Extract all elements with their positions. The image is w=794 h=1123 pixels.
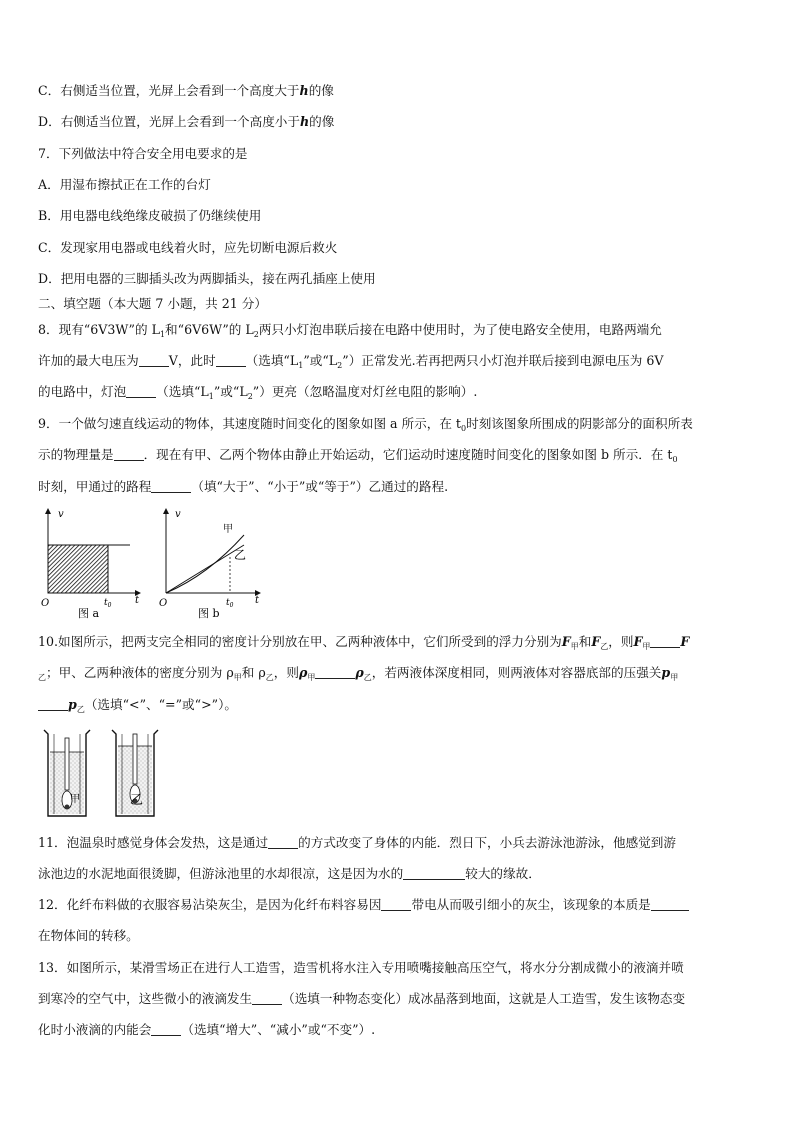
fig-b-t-label: t: [255, 595, 260, 606]
velocity-graphs-svg: [38, 505, 268, 623]
fig-a-caption: 图 a: [78, 607, 100, 620]
fig-b-line-yi: [166, 545, 247, 593]
answer-blank[interactable]: [114, 448, 144, 461]
q12-line-1: 12．化纤布料做的衣服容易沾染灰尘，是因为化纤布料容易因 带电从而吸引细小的灰尘，该现象的本质是: [38, 897, 689, 913]
q11-line-1: 11．泡温泉时感觉身体会发热，这是通过 的方式改变了身体的内能．烈日下，小兵去游泳池游泳，他感觉到游: [38, 835, 676, 850]
cylinder-yi: [112, 730, 158, 816]
fig-b-jia-label: 甲: [223, 524, 233, 535]
q13-line-3: 化时小液滴的内能会 （选填“增大”、“减小”或“不变”）.: [38, 1022, 376, 1037]
figure-hydrometers: [38, 722, 170, 825]
q10-line-1: 10.如图所示，把两支完全相同的密度计分别放在甲、乙两种液体中，它们所受到的浮力分别为$F_甲$和$F_乙$，则$F_甲$ F: [38, 634, 690, 651]
q9-line-2: 示的物理量是 ．现在有甲、乙两个物体由静止开始运动，它们运动时速度随时间变化的图象如图 b 所示．在 $t_0$: [38, 447, 678, 464]
answer-blank[interactable]: [315, 666, 355, 679]
q8-line-1: 8．现有“6V3W”的 $L_1$和“6V6W”的 $L_2$两只小灯泡串联后接在电路中使用时，为了使电路安全使用，电路两端允: [38, 322, 662, 339]
fig-b-v-label: v: [175, 509, 181, 520]
fig-a-origin: O: [41, 598, 50, 609]
figure-a: [41, 509, 140, 620]
cylinder-jia-label: 甲: [70, 794, 80, 805]
answer-blank[interactable]: [651, 898, 689, 911]
q13-line-2: 到寒冷的空气中，这些微小的液滴发生 （选填一种物态变化）成冰晶落到地面，这就是人工造雪，发生该物态变: [38, 991, 686, 1006]
q11-line-2: 泳池边的水泥地面很烫脚，但游泳池里的水却很凉，这是因为水的 较大的缘故．: [38, 866, 541, 881]
fig-b-t0-label: $t_0$: [226, 598, 234, 609]
fig-a-t0-label: $t_0$: [104, 598, 112, 609]
hydrometers-svg: [38, 722, 170, 822]
answer-blank[interactable]: [139, 354, 169, 367]
answer-blank[interactable]: [268, 836, 298, 849]
q7-option-a: A．用湿布擦拭正在工作的台灯: [38, 177, 211, 192]
q10-line-3: $p_乙$（选填“<”、“=”或“>”）。: [38, 697, 237, 713]
answer-blank[interactable]: [650, 635, 680, 648]
q7-stem: 7．下列做法中符合安全用电要求的是: [38, 146, 248, 161]
q12-line-2: 在物体间的转移。: [38, 928, 139, 943]
figure-velocity-graphs: [38, 505, 268, 626]
q6-option-d: D．右侧适当位置，光屏上会看到一个高度小于h的像: [38, 114, 335, 129]
answer-blank[interactable]: [151, 480, 191, 493]
cylinder-yi-label: 乙: [130, 793, 144, 808]
q8-line-2: 许加的最大电压为 V，此时 （选填“$L_1$”或“$L_2$”）正常发光.若再把两只小灯泡并联后接到电源电压为 6V: [38, 353, 664, 370]
fig-b-yi-label: 乙: [234, 548, 247, 562]
answer-blank[interactable]: [38, 698, 68, 711]
answer-blank[interactable]: [252, 992, 282, 1005]
fig-b-curve-jia: [166, 535, 247, 593]
q7-option-b: B．用电器电线绝缘皮破损了仍继续使用: [38, 208, 262, 223]
answer-blank[interactable]: [403, 867, 465, 880]
q9-line-3: 时刻，甲通过的路程 （填“大于”、“小于”或“等于”）乙通过的路程.: [38, 479, 449, 494]
q7-option-c: C．发现家用电器或电线着火时，应先切断电源后救火: [38, 240, 338, 255]
fig-a-shaded-area: [48, 545, 108, 593]
fig-b-origin: O: [159, 598, 168, 609]
q10-line-2: $_乙$；甲、乙两种液体的密度分别为 $\rho_甲$和 $\rho_乙$，则$\rho_甲$ $\rho_乙$，若两液体深度相同，则两液体对容器底部的压强关$p_甲$: [38, 665, 679, 682]
answer-blank[interactable]: [216, 354, 246, 367]
figure-b: [159, 509, 260, 620]
q8-line-3: 的电路中，灯泡 （选填“$L_1$”或“$L_2$”）更亮（忽略温度对灯丝电阻的影响）.: [38, 384, 478, 401]
answer-blank[interactable]: [126, 385, 156, 398]
answer-blank[interactable]: [151, 1023, 181, 1036]
fig-b-caption: 图 b: [198, 607, 220, 620]
q9-line-1: 9．一个做匀速直线运动的物体，其速度随时间变化的图象如图 a 所示，在 $t_0$时刻该图象所围成的阴影部分的面积所表: [38, 416, 693, 433]
fig-a-t-label: t: [135, 595, 140, 606]
q6-option-c: C．右侧适当位置，光屏上会看到一个高度大于h的像: [38, 83, 334, 98]
section-title: 二、填空题（本大题 7 小题，共 21 分）: [38, 296, 267, 311]
q7-option-d: D．把用电器的三脚插头改为两脚插头，接在两孔插座上使用: [38, 271, 376, 286]
cylinder-jia: [44, 730, 90, 816]
fig-a-v-label: v: [58, 509, 64, 520]
answer-blank[interactable]: [381, 898, 411, 911]
q13-line-1: 13．如图所示，某滑雪场正在进行人工造雪，造雪机将水注入专用喷嘴接触高压空气，将水分分割成微小的液滴并喷: [38, 960, 684, 975]
